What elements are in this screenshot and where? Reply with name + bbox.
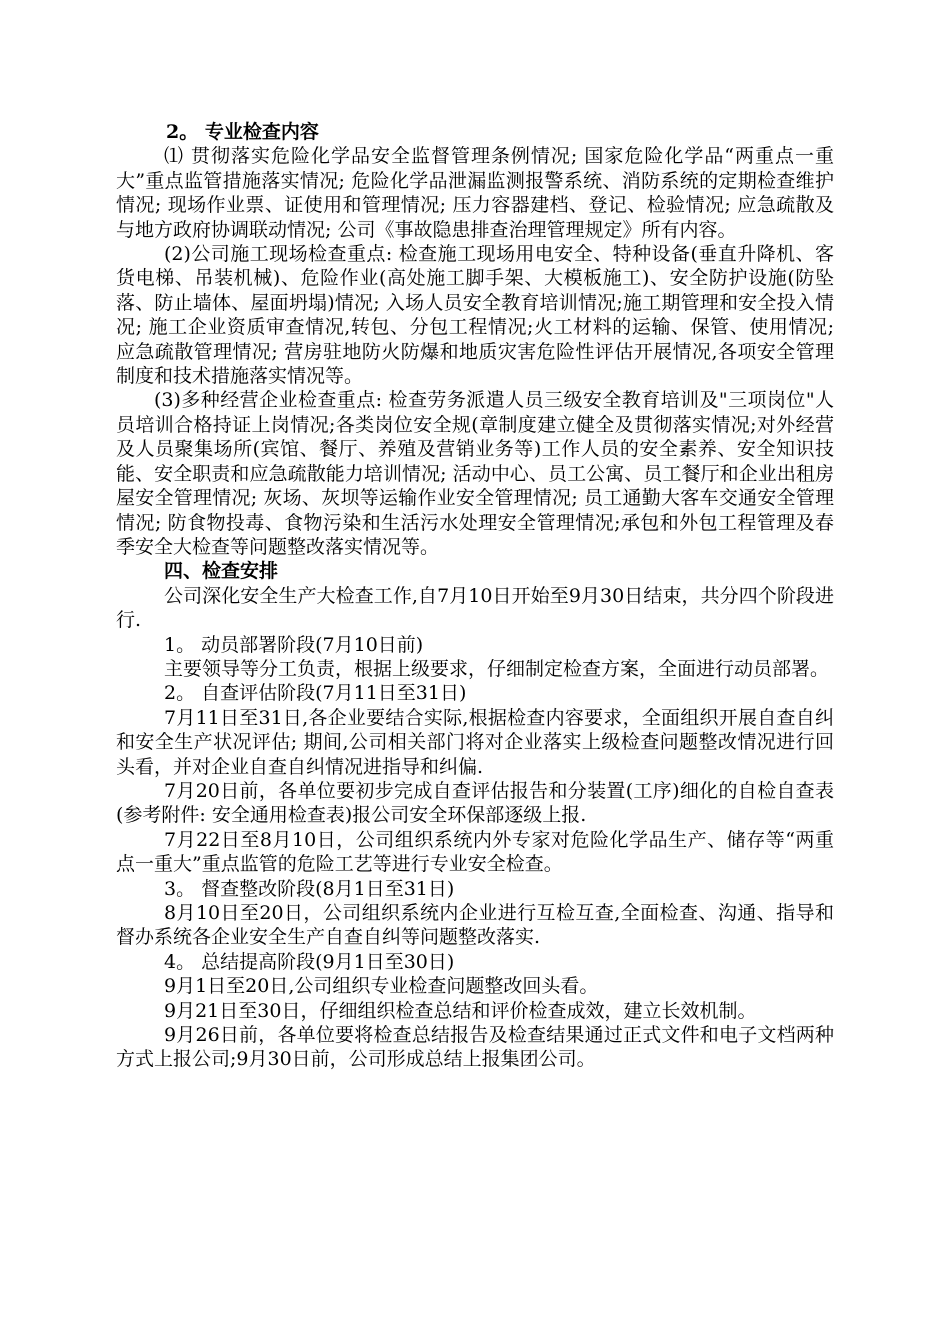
paragraph-stage-3: 8月10日至20日，公司组织系统内企业进行互检互查,全面检查、沟通、指导和督办系统各企业安全生产自查自纠等问题整改落实. <box>116 902 834 949</box>
section-2-heading: 2。 专业检查内容 <box>166 121 319 143</box>
paragraph-item-3: (3)多种经营企业检查重点: 检查劳务派遣人员三级安全教育培训及"三项岗位"人员培训合格持证上岗情况;各类岗位安全规(章制度建立健全及贯彻落实情况;对外经营及人员聚集场所(宾馆、餐厅、养殖及营销业务等)工作人员的安全素养、安全知识技能、安全职责和应急疏散能力培训情况; 活动中心、员工公寓、员工餐厅和企业出租房屋安全管理情况; 灰场、灰坝等运输作业安全管理情况; 员工通勤大客车交通安全管理情况; 防食物投毒、食物污染和生活污水处理安全管理情况;承包和外包工程管理及春季安全大检查等问题整改落实情况等。 <box>116 389 834 558</box>
stage-2-heading: 2。 自查评估阶段(7月11日至31日) <box>164 682 467 705</box>
paragraph-stage-4-a: 9月1日至20日,公司组织专业检查问题整改回头看。 <box>164 975 599 998</box>
stage-3-heading: 3。 督查整改阶段(8月1日至31日) <box>164 877 455 900</box>
paragraph-item-2: (2)公司施工现场检查重点: 检查施工现场用电安全、特种设备(垂直升降机、客货电梯、吊装机械)、危险作业(高处施工脚手架、大模板施工)、安全防护设施(防坠落、防止墙体、屋面坍塌)情况; 入场人员安全教育培训情况;施工期管理和安全投入情况; 施工企业资质审查情况,转包、分包工程情况;火工材料的运输、保管、使用情况; 应急疏散管理情况; 营房驻地防火防爆和地质灾害危险性评估开展情况,各项安全管理制度和技术措施落实情况等。 <box>116 243 834 388</box>
paragraph-stage-2-b: 7月20日前，各单位要初步完成自查评估报告和分装置(工序)细化的自检自查表(参考附件: 安全通用检查表)报公司安全环保部逐级上报. <box>116 779 834 827</box>
stage-1-heading: 1。 动员部署阶段(7月10日前) <box>164 633 424 656</box>
paragraph-item-1: ⑴ 贯彻落实危险化学品安全监督管理条例情况; 国家危险化学品“两重点一重大”重点监管措施落实情况; 危险化学品泄漏监测报警系统、消防系统的定期检查维护情况; 现场作业票、证使用和管理情况; 压力容器建档、登记、检验情况; 应急疏散及与地方政府协调联动情况; 公司《事故隐患排查治理管理规定》所有内容。 <box>116 145 834 241</box>
document-body <box>116 120 834 1072</box>
section-4-heading: 四、检查安排 <box>164 560 279 583</box>
stage-4-heading: 4。 总结提高阶段(9月1日至30日) <box>164 950 455 973</box>
paragraph-stage-2-c: 7月22日至8月10日，公司组织系统内外专家对危险化学品生产、储存等“两重点一重大”重点监管的危险工艺等进行专业安全检查。 <box>116 828 834 876</box>
paragraph-stage-1: 主要领导等分工负责，根据上级要求，仔细制定检查方案，全面进行动员部署。 <box>164 657 830 680</box>
paragraph-stage-4-c: 9月26日前，各单位要将检查总结报告及检查结果通过正式文件和电子文档两种方式上报公司;9月30日前，公司形成总结上报集团公司。 <box>116 1024 834 1071</box>
paragraph-schedule-intro: 公司深化安全生产大检查工作,自7月10日开始至9月30日结束，共分四个阶段进行. <box>116 584 834 632</box>
paragraph-stage-4-b: 9月21日至30日，仔细组织检查总结和评价检查成效，建立长效机制。 <box>164 999 757 1022</box>
paragraph-stage-2-a: 7月11日至31日,各企业要结合实际,根据检查内容要求，全面组织开展自查自纠和安全生产状况评估; 期间,公司相关部门将对企业落实上级检查问题整改情况进行回头看，并对企业自查自纠情况进指导和纠偏. <box>116 706 834 778</box>
